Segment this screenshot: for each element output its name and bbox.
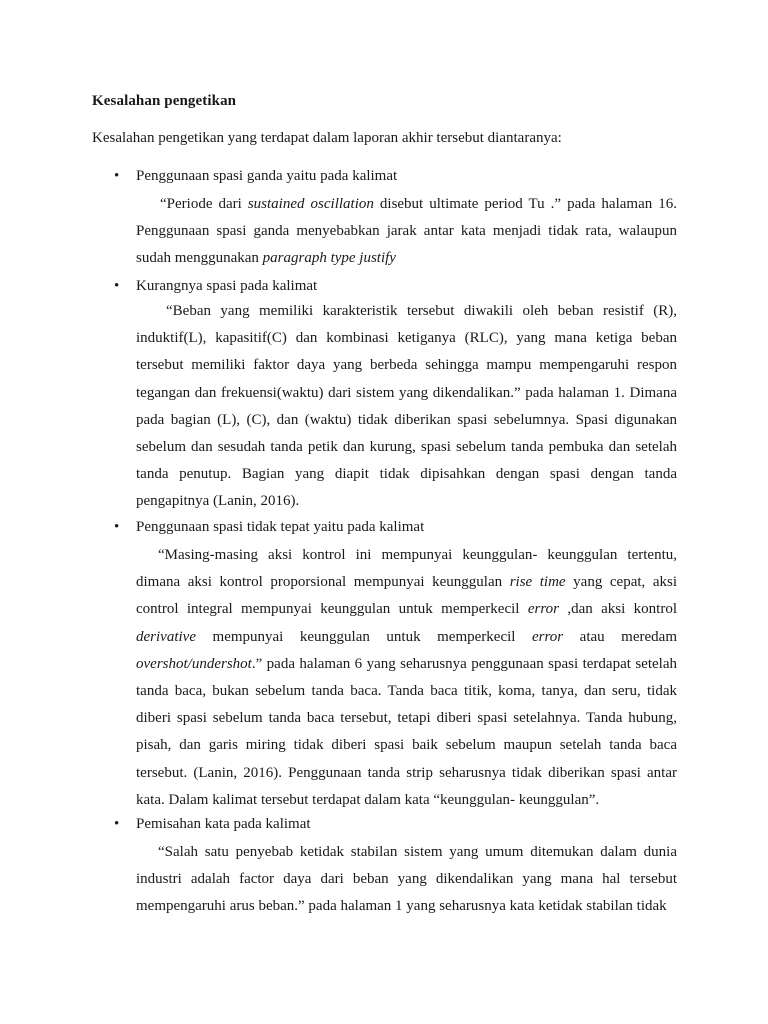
paragraph-text: mempunyai keunggulan untuk memperkecil xyxy=(195,628,532,645)
paragraph-1 xyxy=(136,191,677,273)
bullet-item-2 xyxy=(114,278,317,295)
bullet-item-4 xyxy=(114,816,311,833)
paragraph-2 xyxy=(136,298,677,516)
intro-text: Kesalahan pengetikan yang terdapat dalam laporan akhir tersebut diantaranya: xyxy=(92,130,562,146)
italic-term: sustained oscillation xyxy=(247,196,374,212)
paragraph-text: “Periode dari xyxy=(160,196,248,212)
bullet-icon: • xyxy=(114,168,120,184)
italic-term: rise time xyxy=(509,574,566,591)
paragraph-text: ,dan aksi kontrol xyxy=(558,601,677,618)
italic-term: error xyxy=(527,601,559,618)
paragraph-text: disebut ultimate period Tu .” pada halaman 16. Penggunaan spasi ganda menyebabkan jarak antar kata menjadi tidak rata, walaupun sudah menggunakan xyxy=(136,196,677,267)
italic-term: overshot/undershot xyxy=(136,655,252,672)
paragraph-4 xyxy=(136,839,677,921)
bullet-label: Penggunaan spasi ganda yaitu pada kalimat xyxy=(136,168,398,184)
paragraph-text: yang cepat, aksi control integral mempunyai keunggulan untuk memperkecil xyxy=(136,574,678,618)
section-heading: Kesalahan pengetikan xyxy=(92,93,237,109)
bullet-icon: • xyxy=(114,519,120,535)
bullet-icon: • xyxy=(114,816,120,832)
bullet-label: Penggunaan spasi tidak tepat yaitu pada kalimat xyxy=(136,519,425,535)
italic-term: error xyxy=(531,628,564,645)
paragraph-text: .” pada halaman 6 yang seharusnya penggunaan spasi terdapat setelah tanda baca, bukan sebelum tanda baca. Tanda baca titik, koma, tanya, dan seru, tidak diberi spasi sebelum tanda baca tersebut, tetapi diberi spasi setelahnya. Tanda hubung, pisah, dan garis miring tidak diberi spasi baik sebelum maupun setelah tanda baca tersebut. (Lanin, 2016). Penggunaan tanda strip seharusnya tidak diberikan spasi antar kata. Dalam kalimat tersebut terdapat dalam kata “keunggulan- keunggulan”. xyxy=(136,655,677,808)
paragraph-text: atau meredam xyxy=(563,628,677,645)
bullet-icon: • xyxy=(114,278,120,294)
paragraph-text: “Salah satu penyebab ketidak stabilan sistem yang umum ditemukan dalam dunia industri adalah factor daya dari beban yang dikendalikan yang mana hal tersebut mempengaruhi arus beban.” pada halaman 1 yang seharusnya kata ketidak stabilan tidak xyxy=(136,844,677,915)
bullet-item-3 xyxy=(114,519,424,536)
paragraph-text: “Masing-masing aksi kontrol ini mempunyai keunggulan- keunggulan tertentu, dimana aksi kontrol proporsional mempunyai keunggulan xyxy=(136,547,677,591)
italic-term: paragraph type justify xyxy=(262,250,396,267)
italic-term: derivative xyxy=(136,628,196,645)
paragraph-text: “Beban yang memiliki karakteristik tersebut diwakili oleh beban resistif (R), induktif(L), kapasitif(C) dan kombinasi ketiganya (RLC), yang mana ketiga beban tersebut memiliki faktor daya yang berbeda sehingga mampu mempengaruhi respon tegangan dan frekuensi(waktu) dari sistem yang dikendalikan.” pada halaman 1. Dimana pada bagian (L), (C), dan (waktu) tidak diberikan spasi sebelumnya. Spasi digunakan sebelum dan sesudah tanda petik dan kurung, spasi sebelum tanda pembuka dan setelah tanda penutup. Bagian yang diapit tidak dipisahkan dengan spasi dengan tanda pengapitnya (Lanin, 2016). xyxy=(136,303,677,510)
paragraph-3 xyxy=(136,542,677,814)
bullet-label: Kurangnya spasi pada kalimat xyxy=(136,278,318,294)
bullet-item-1 xyxy=(114,168,397,185)
bullet-label: Pemisahan kata pada kalimat xyxy=(136,816,311,832)
